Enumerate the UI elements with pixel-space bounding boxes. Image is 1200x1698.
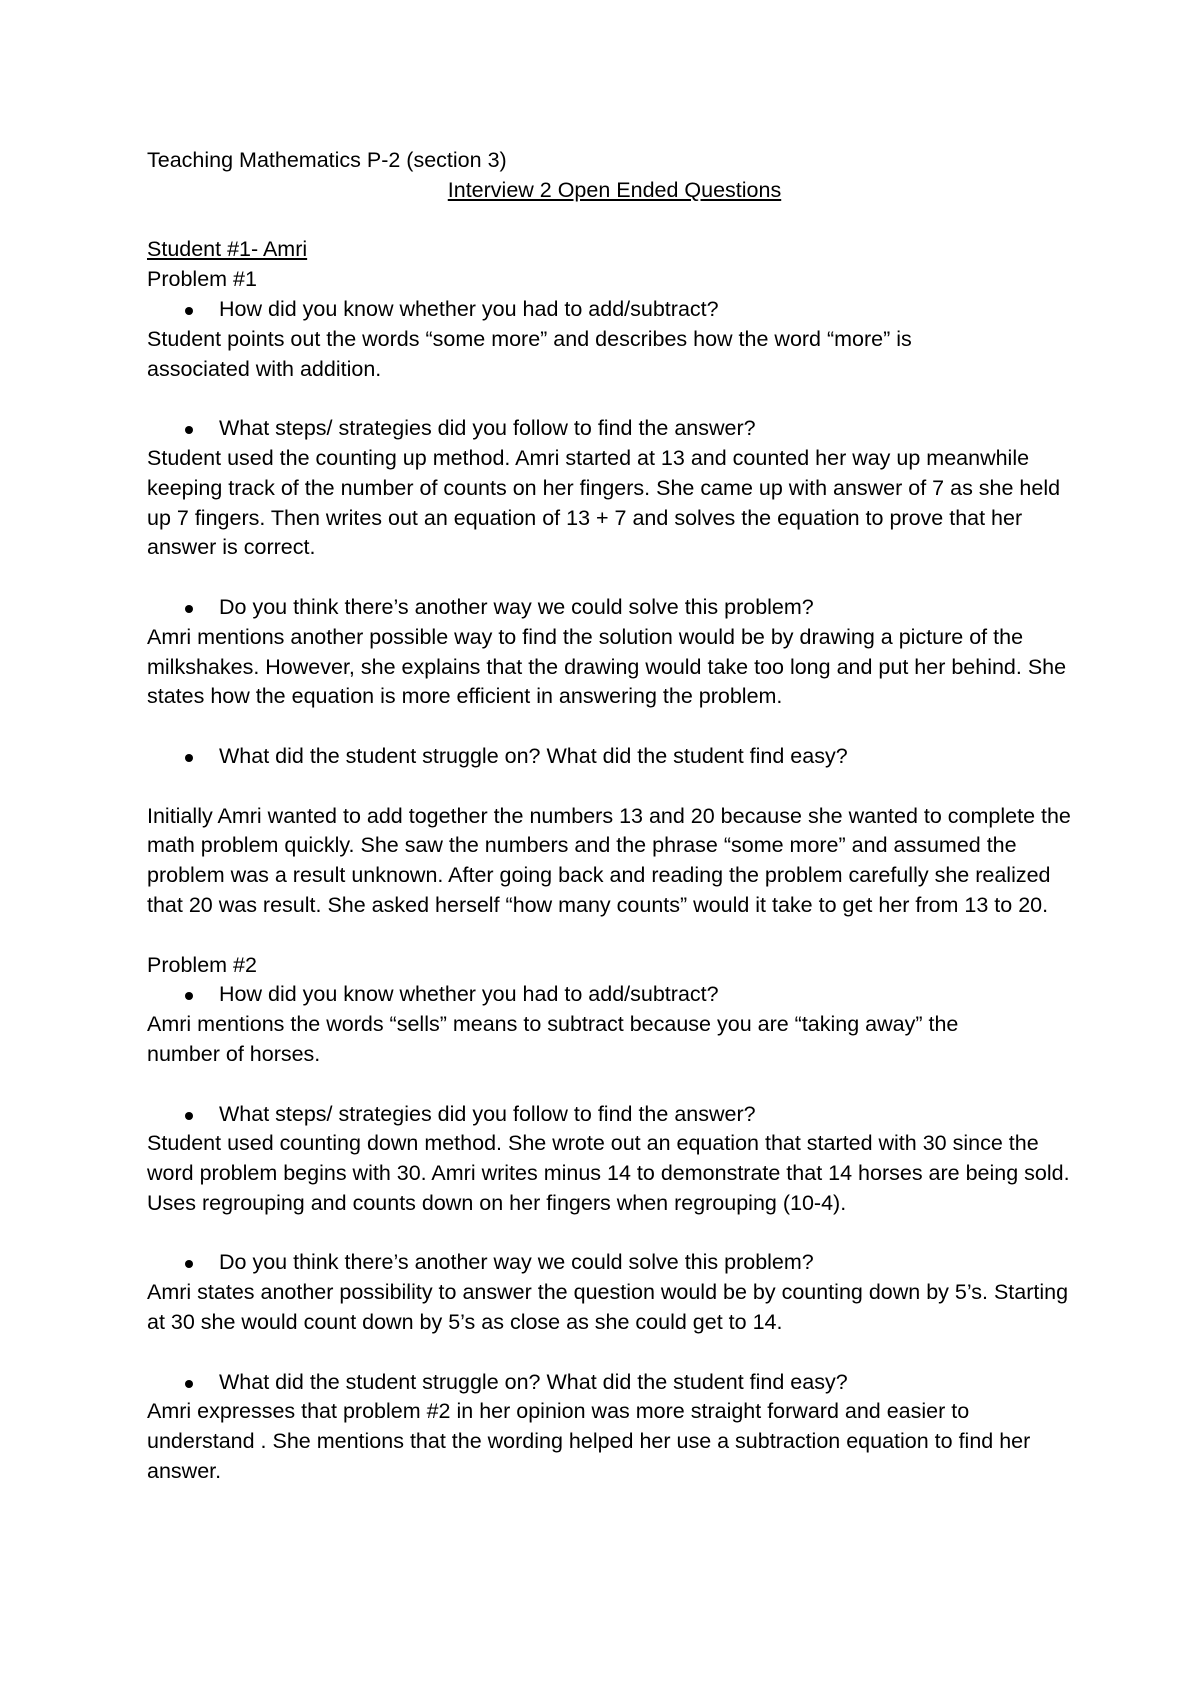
problem-1-label: Problem #1	[147, 267, 257, 292]
bullet-icon	[185, 1260, 193, 1268]
problem-1-question-2: What steps/ strategies did you follow to find the answer?	[147, 414, 1082, 444]
student-heading: Student #1- Amri	[147, 237, 308, 262]
problem-2-question-4: What did the student struggle on? What did the student find easy?	[147, 1368, 1082, 1398]
problem-2-answer-2: Student used counting down method. She wrote out an equation that started with 30 since the word problem begins with 30. Amri writes minus 14 to demonstrate that 14 horses are being sold. Uses regrouping and counts down on her fingers when regrouping (10-4).	[147, 1131, 1070, 1215]
problem-1-answer-2: Student used the counting up method. Amri started at 13 and counted her way up meanwhile keeping track of the number of counts on her fingers. She came up with answer of 7 as she held up 7 fingers. Then writes out an equation of 13 + 7 and solves the equation to prove that her answer is correct.	[147, 445, 1061, 560]
document-title: Interview 2 Open Ended Questions	[447, 177, 782, 202]
problem-1-answer-3: Amri mentions another possible way to find the solution would be by drawing a picture of the milkshakes. However, she explains that the drawing would take too long and put her behind. She states how the equation is more efficient in answering the problem.	[147, 624, 1067, 709]
problem-2-answer-3: Amri states another possibility to answer the question would be by counting down by 5’s. Starting at 30 she would count down by 5’s as close as she could get to 14.	[147, 1280, 1069, 1335]
problem-2-question-2: What steps/ strategies did you follow to find the answer?	[147, 1100, 1082, 1130]
problem-2-question-1: How did you know whether you had to add/subtract?	[147, 980, 1082, 1010]
problem-1-answer-4: Initially Amri wanted to add together the numbers 13 and 20 because she wanted to complete the math problem quickly. She saw the numbers and the phrase “some more” and assumed the problem was a result unknown. After going back and reading the problem carefully she realized that 20 was result. She asked herself “how many counts” would it take to get her from 13 to 20.	[147, 803, 1071, 917]
document-body	[147, 146, 1082, 1487]
bullet-icon	[185, 1380, 193, 1388]
problem-1-question-4: What did the student struggle on? What did the student find easy?	[147, 742, 1082, 772]
problem-2-question-3: Do you think there’s another way we could solve this problem?	[147, 1248, 1082, 1278]
problem-1-answer-1: Student points out the words “some more” and describes how the word “more” is associated with addition.	[147, 326, 912, 381]
course-title: Teaching Mathematics P-2 (section 3)	[147, 148, 507, 172]
problem-2-answer-4: Amri expresses that problem #2 in her opinion was more straight forward and easier to understand . She mentions that the wording helped her use a subtraction equation to find her answer.	[147, 1399, 1031, 1484]
bullet-icon	[185, 754, 193, 762]
problem-1-question-3: Do you think there’s another way we could solve this problem?	[147, 593, 1082, 623]
problem-1-question-1: How did you know whether you had to add/subtract?	[147, 295, 1082, 325]
bullet-icon	[185, 1112, 193, 1120]
problem-2-label: Problem #2	[147, 952, 257, 977]
bullet-icon	[185, 307, 193, 315]
bullet-icon	[185, 992, 193, 1000]
bullet-icon	[185, 426, 193, 434]
bullet-icon	[185, 605, 193, 613]
problem-2-answer-1: Amri mentions the words “sells” means to subtract because you are “taking away” the number of horses.	[147, 1012, 959, 1066]
